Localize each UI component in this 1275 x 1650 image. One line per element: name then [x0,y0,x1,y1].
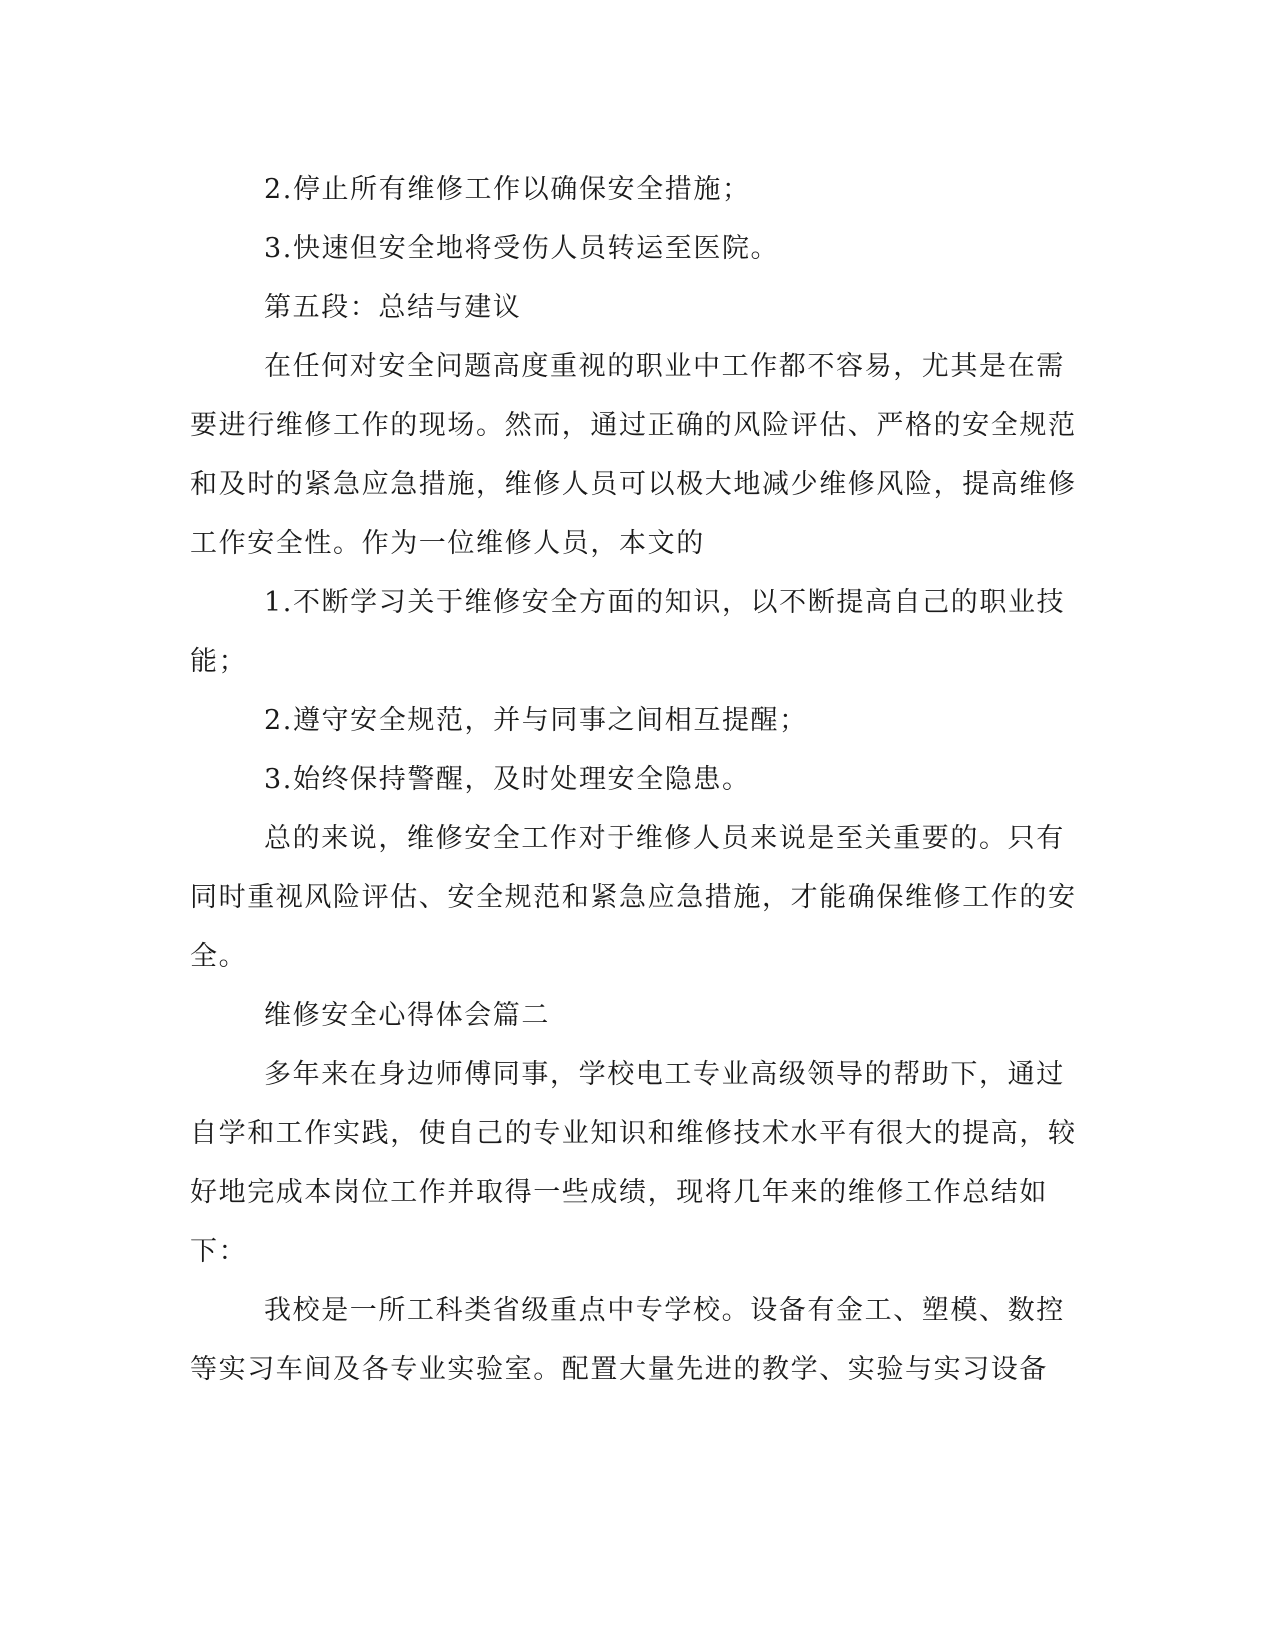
section-heading-part-two: 维修安全心得体会篇二 [264,1000,550,1031]
list-item-keep-learning: 1.不断学习关于维修安全方面的知识，以不断提高自己的职业技能； [190,587,1066,677]
list-item-follow-rules: 2.遵守安全规范，并与同事之间相互提醒； [264,705,808,736]
list-item-stay-alert: 3.始终保持警醒，及时处理安全隐患。 [264,764,751,795]
list-item-stop-work: 2.停止所有维修工作以确保安全措施； [264,174,751,205]
list-item-transfer-injured: 3.快速但安全地将受伤人员转运至医院。 [264,233,780,264]
paragraph-experience: 多年来在身边师傅同事，学校电工专业高级领导的帮助下，通过自学和工作实践，使自己的专业知识和维修技术水平有很大的提高，较好地完成本岗位工作并取得一些成绩，现将几年来的维修工作总结如下： [190,1059,1077,1267]
document-body [190,160,1080,1399]
paragraph-school-intro: 我校是一所工科类省级重点中专学校。设备有金工、塑模、数控等实习车间及各专业实验室。配置大量先进的教学、实验与实习设备 [190,1295,1065,1385]
paragraph-conclusion: 总的来说，维修安全工作对于维修人员来说是至关重要的。只有同时重视风险评估、安全规范和紧急应急措施，才能确保维修工作的安全。 [190,823,1077,972]
paragraph-summary-intro: 在任何对安全问题高度重视的职业中工作都不容易，尤其是在需要进行维修工作的现场。然而，通过正确的风险评估、严格的安全规范和及时的紧急应急措施，维修人员可以极大地减少维修风险，提高维修工作安全性。作为一位维修人员，本文的 [190,351,1077,559]
section-heading-part-five: 第五段：总结与建议 [264,292,522,323]
